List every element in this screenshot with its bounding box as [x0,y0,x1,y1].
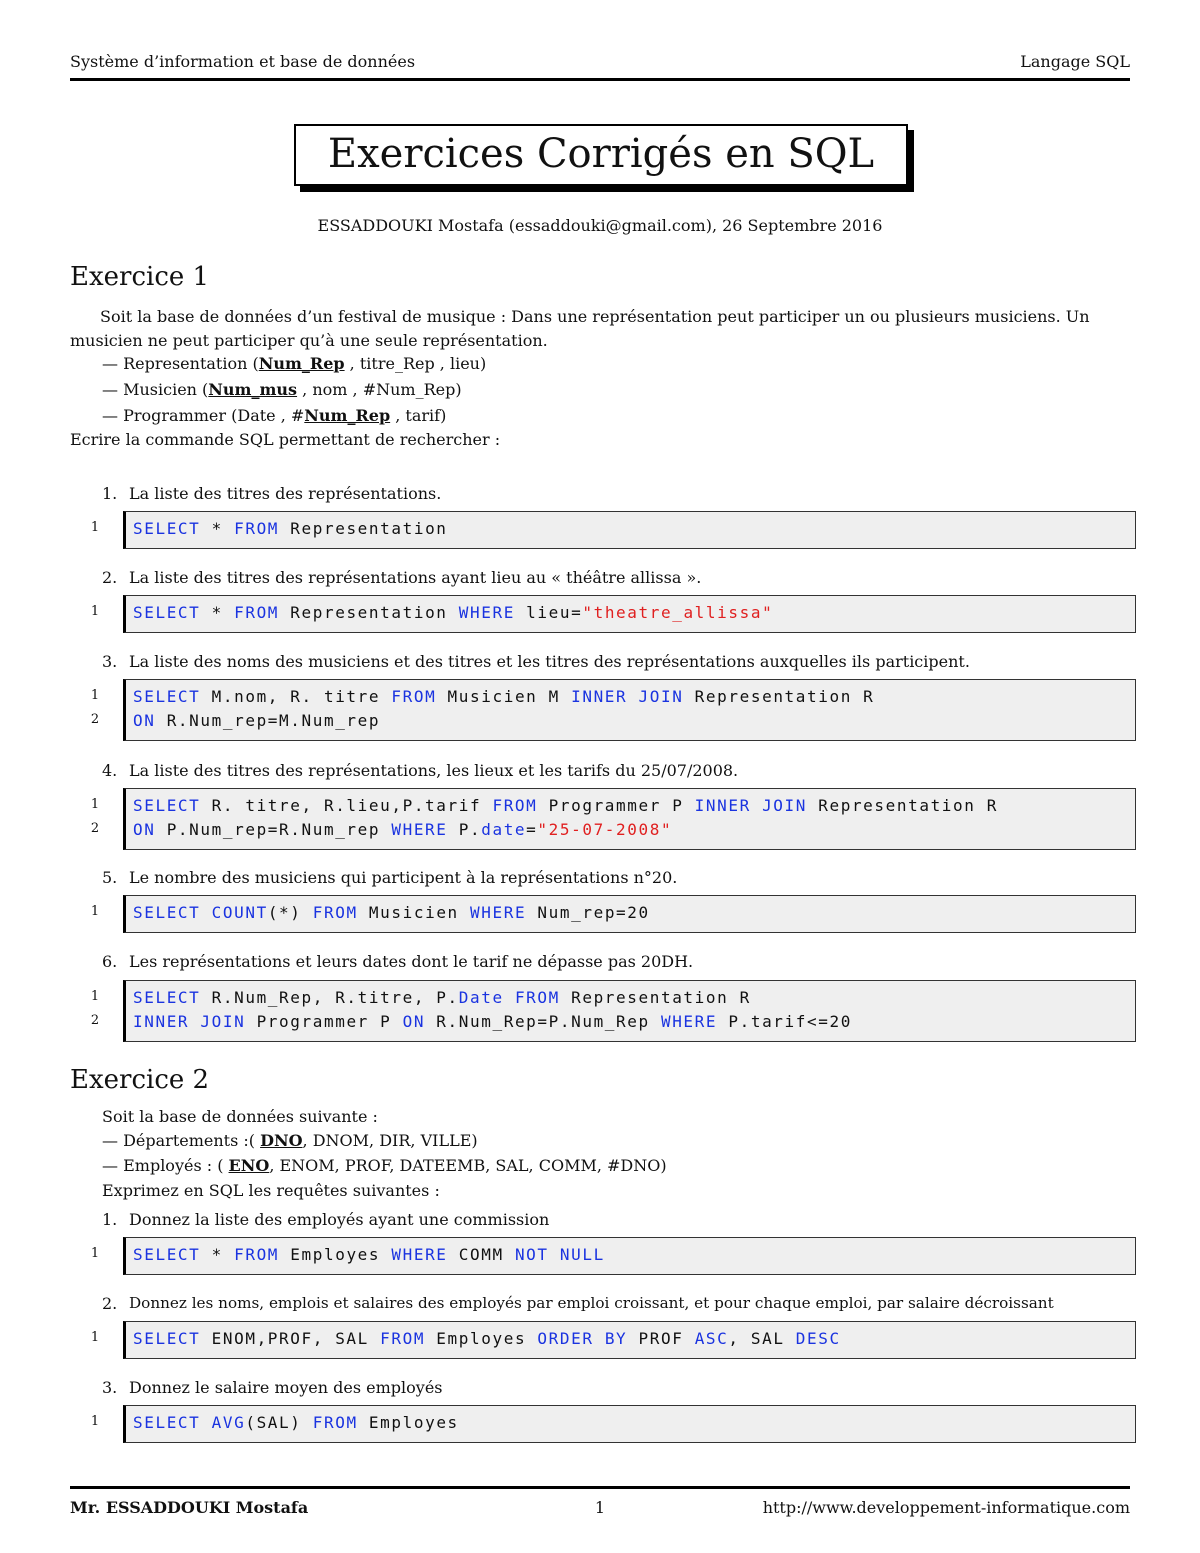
code-line: SELECT M.nom, R. titre FROM Musicien M INNER JOIN Representation R [133,687,875,706]
header-rule [70,78,1130,81]
footer-author: Mr. ESSADDOUKI Mostafa [70,1498,309,1517]
question-number: 1. [102,484,118,503]
code-block: 1 SELECT AVG(SAL) FROM Employes [123,1405,1136,1443]
footer-rule [70,1486,1130,1489]
question-text: Donnez les noms, emplois et salaires des employés par emploi croissant, et pour chaque emploi, par salaire décroissant [129,1294,1054,1312]
schema-item: — Representation (Num_Rep , titre_Rep , lieu) [102,354,487,373]
code-line: SELECT R. titre, R.lieu,P.tarif FROM Programmer P INNER JOIN Representation R [133,796,998,815]
code-line: SELECT * FROM Employes WHERE COMM NOT NULL [133,1245,605,1264]
exercise-2-intro: Soit la base de données suivante : [102,1107,378,1126]
question-text: La liste des noms des musiciens et des titres et les titres des représentations auxquelles ils participent. [129,652,970,671]
code-block: 1 SELECT * FROM Representation WHERE lieu="theatre_allissa" [123,595,1136,633]
exercise-1-heading: Exercice 1 [70,262,210,292]
schema-item: — Musicien (Num_mus , nom , #Num_Rep) [102,380,462,399]
code-line: SELECT ENOM,PROF, SAL FROM Employes ORDER BY PROF ASC, SAL DESC [133,1329,841,1348]
document-title: Exercices Corrigés en SQL [294,124,908,186]
exercise-1-intro: Soit la base de données d’un festival de musique : Dans une représentation peut participer un ou plusieurs musiciens. Un musicien ne peut participer qu’à une seule représentation. [70,307,1090,350]
code-line: SELECT COUNT(*) FROM Musicien WHERE Num_rep=20 [133,903,650,922]
code-block: 1 SELECT M.nom, R. titre FROM Musicien M INNER JOIN Representation R 2 ON R.Num_rep=M.Num_rep [123,679,1136,741]
question-number: 6. [102,952,118,971]
question-number: 2. [102,1294,118,1313]
question-number: 1. [102,1210,118,1229]
schema-item: — Employés : ( ENO, ENOM, PROF, DATEEMB, SAL, COMM, #DNO) [102,1156,667,1175]
schema-item: — Départements :( DNO, DNOM, DIR, VILLE) [102,1131,478,1150]
code-block: 1 SELECT * FROM Employes WHERE COMM NOT NULL [123,1237,1136,1275]
question-number: 3. [102,1378,118,1397]
code-block: 1 SELECT COUNT(*) FROM Musicien WHERE Num_rep=20 [123,895,1136,933]
code-block: 1 SELECT * FROM Representation [123,511,1136,549]
question-number: 2. [102,568,118,587]
schema-item: — Programmer (Date , #Num_Rep , tarif) [102,406,447,425]
question-number: 5. [102,868,118,887]
code-line: INNER JOIN Programmer P ON R.Num_Rep=P.Num_Rep WHERE P.tarif<=20 [133,1012,852,1031]
question-number: 3. [102,652,118,671]
code-block: 1 SELECT ENOM,PROF, SAL FROM Employes ORDER BY PROF ASC, SAL DESC [123,1321,1136,1359]
code-block: 1 SELECT R. titre, R.lieu,P.tarif FROM Programmer P INNER JOIN Representation R 2 ON P.Num_rep=R.Num_rep WHERE P.date="25-07-2008" [123,788,1136,850]
question-text: Donnez la liste des employés ayant une commission [129,1210,550,1229]
code-line: SELECT AVG(SAL) FROM Employes [133,1413,459,1432]
header-left: Système d’information et base de données [70,52,416,71]
footer-url: http://www.developpement-informatique.com [762,1498,1130,1517]
page-number: 1 [594,1498,606,1517]
question-text: Le nombre des musiciens qui participent à la représentations n°20. [129,868,678,887]
page-header [70,52,1130,78]
author-line: ESSADDOUKI Mostafa (essaddouki@gmail.com), 26 Septembre 2016 [317,216,883,235]
question-text: La liste des titres des représentations. [129,484,442,503]
code-line: SELECT * FROM Representation [133,519,448,538]
exercise-2-ask: Exprimez en SQL les requêtes suivantes : [102,1181,440,1200]
question-text: La liste des titres des représentations, les lieux et les tarifs du 25/07/2008. [129,761,739,780]
code-line: SELECT R.Num_Rep, R.titre, P.Date FROM Representation R [133,988,751,1007]
code-block: 1 SELECT R.Num_Rep, R.titre, P.Date FROM Representation R 2 INNER JOIN Programmer P ON R.Num_Rep=P.Num_Rep WHERE P.tarif<=20 [123,980,1136,1042]
header-right: Langage SQL [1020,52,1130,71]
code-line: ON P.Num_rep=R.Num_rep WHERE P.date="25-07-2008" [133,820,673,839]
code-line: SELECT * FROM Representation WHERE lieu="theatre_allissa" [133,603,774,622]
question-text: Les représentations et leurs dates dont le tarif ne dépasse pas 20DH. [129,952,694,971]
question-text: La liste des titres des représentations ayant lieu au « théâtre allissa ». [129,568,702,587]
exercise-1-ask: Ecrire la commande SQL permettant de rechercher : [70,430,501,449]
question-text: Donnez le salaire moyen des employés [129,1378,443,1397]
code-line: ON R.Num_rep=M.Num_rep [133,711,381,730]
question-number: 4. [102,761,118,780]
exercise-2-heading: Exercice 2 [70,1065,210,1095]
